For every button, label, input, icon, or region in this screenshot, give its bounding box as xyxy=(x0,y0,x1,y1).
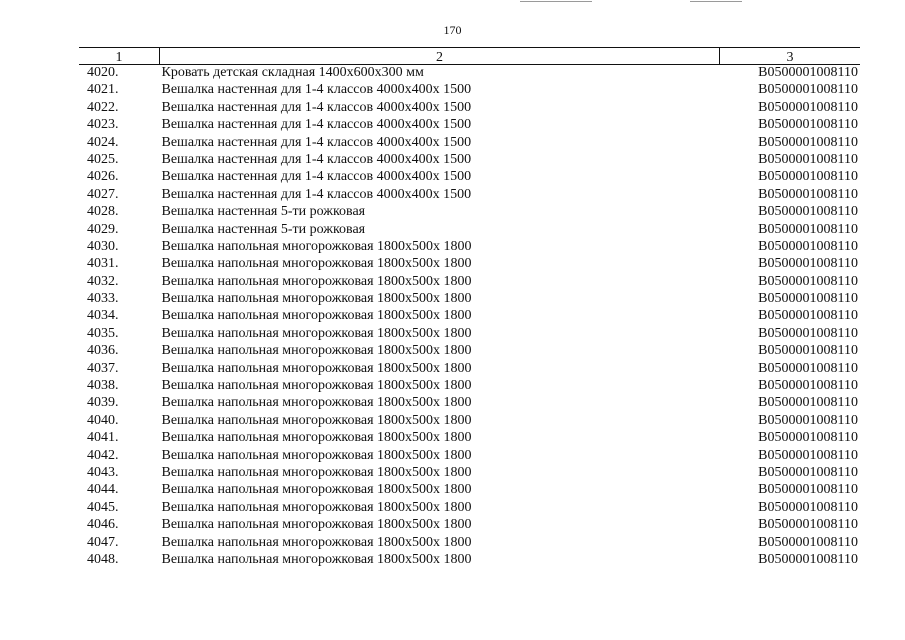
item-code: В0500001008110 xyxy=(758,499,858,515)
row-number: 4022. xyxy=(87,99,119,115)
item-code: В0500001008110 xyxy=(758,238,858,254)
table-row xyxy=(79,395,860,412)
row-number: 4030. xyxy=(87,238,119,254)
item-name: Вешалка напольная многорожковая 1800х500х 1800 xyxy=(161,395,472,411)
table-row xyxy=(79,169,860,186)
item-code: В0500001008110 xyxy=(758,117,858,133)
table-row xyxy=(79,500,860,517)
table-row xyxy=(79,291,860,308)
item-code: В0500001008110 xyxy=(758,186,858,202)
row-number: 4038. xyxy=(87,378,119,394)
row-number: 4045. xyxy=(87,499,119,515)
item-name: Вешалка настенная для 1-4 классов 4000х400х 1500 xyxy=(161,186,472,202)
item-code: В0500001008110 xyxy=(758,204,858,220)
page-number: 170 xyxy=(443,23,462,37)
table-row xyxy=(79,135,860,152)
item-name: Вешалка настенная для 1-4 классов 4000х400х 1500 xyxy=(161,169,472,185)
row-number: 4046. xyxy=(87,517,119,533)
row-number: 4034. xyxy=(87,308,119,324)
item-code: В0500001008110 xyxy=(758,273,858,289)
table-row xyxy=(79,413,860,430)
item-name: Вешалка напольная многорожковая 1800х500х 1800 xyxy=(161,325,472,341)
item-name: Вешалка напольная многорожковая 1800х500х 1800 xyxy=(161,343,472,359)
row-number: 4029. xyxy=(87,221,119,237)
item-name: Вешалка напольная многорожковая 1800х500х 1800 xyxy=(161,360,472,376)
item-code: В0500001008110 xyxy=(758,65,858,80)
table-row xyxy=(79,430,860,447)
row-number: 4041. xyxy=(87,430,119,446)
item-name: Вешалка настенная для 1-4 классов 4000х400х 1500 xyxy=(161,99,472,115)
item-code: В0500001008110 xyxy=(758,151,858,167)
row-number: 4032. xyxy=(87,273,119,289)
row-number: 4040. xyxy=(87,412,119,428)
item-code: В0500001008110 xyxy=(758,169,858,185)
item-name: Вешалка настенная для 1-4 классов 4000х400х 1500 xyxy=(161,151,472,167)
table-row xyxy=(79,465,860,482)
table-row xyxy=(79,535,860,552)
item-name: Вешалка настенная для 1-4 классов 4000х400х 1500 xyxy=(161,134,472,150)
row-number: 4048. xyxy=(87,551,119,567)
table-row xyxy=(79,256,860,273)
table-row xyxy=(79,326,860,343)
table-row xyxy=(79,552,860,569)
row-number: 4033. xyxy=(87,291,119,307)
item-name: Вешалка напольная многорожковая 1800х500х 1800 xyxy=(161,256,472,272)
table-row xyxy=(79,343,860,360)
table-header-row xyxy=(79,48,860,65)
item-name: Вешалка напольная многорожковая 1800х500х 1800 xyxy=(161,482,472,498)
item-name: Вешалка напольная многорожковая 1800х500х 1800 xyxy=(161,447,472,463)
table-row xyxy=(79,378,860,395)
item-name: Вешалка напольная многорожковая 1800х500х 1800 xyxy=(161,551,472,567)
item-name: Вешалка настенная 5-ти рожковая xyxy=(161,204,366,220)
item-name: Вешалка напольная многорожковая 1800х500х 1800 xyxy=(161,378,472,394)
item-name: Вешалка напольная многорожковая 1800х500х 1800 xyxy=(161,430,472,446)
item-code: В0500001008110 xyxy=(758,291,858,307)
row-number: 4043. xyxy=(87,464,119,480)
item-code: В0500001008110 xyxy=(758,464,858,480)
item-name: Вешалка настенная для 1-4 классов 4000х400х 1500 xyxy=(161,117,472,133)
column-header-2: 2 xyxy=(160,48,720,65)
table-body xyxy=(79,65,860,570)
row-number: 4037. xyxy=(87,360,119,376)
item-code: В0500001008110 xyxy=(758,99,858,115)
scan-artifact-line xyxy=(690,1,742,2)
row-number: 4035. xyxy=(87,325,119,341)
item-code: В0500001008110 xyxy=(758,82,858,98)
table-row xyxy=(79,517,860,534)
item-name: Вешалка напольная многорожковая 1800х500х 1800 xyxy=(161,464,472,480)
item-name: Вешалка напольная многорожковая 1800х500х 1800 xyxy=(161,499,472,515)
table-row xyxy=(79,222,860,239)
column-header-3: 3 xyxy=(720,48,861,65)
item-name: Вешалка напольная многорожковая 1800х500х 1800 xyxy=(161,517,472,533)
row-number: 4031. xyxy=(87,256,119,272)
row-number: 4039. xyxy=(87,395,119,411)
item-code: В0500001008110 xyxy=(758,256,858,272)
item-code: В0500001008110 xyxy=(758,360,858,376)
item-code: В0500001008110 xyxy=(758,430,858,446)
item-code: В0500001008110 xyxy=(758,395,858,411)
table-row xyxy=(79,65,860,83)
item-name: Вешалка напольная многорожковая 1800х500х 1800 xyxy=(161,291,472,307)
table-row xyxy=(79,117,860,134)
item-name: Вешалка напольная многорожковая 1800х500х 1800 xyxy=(161,308,472,324)
item-code: В0500001008110 xyxy=(758,378,858,394)
row-number: 4026. xyxy=(87,169,119,185)
row-number: 4023. xyxy=(87,117,119,133)
item-name: Вешалка настенная для 1-4 классов 4000х400х 1500 xyxy=(161,82,472,98)
item-code: В0500001008110 xyxy=(758,308,858,324)
table-row xyxy=(79,482,860,499)
table-row xyxy=(79,152,860,169)
table-row xyxy=(79,100,860,117)
item-name: Вешалка напольная многорожковая 1800х500х 1800 xyxy=(161,273,472,289)
item-code: В0500001008110 xyxy=(758,412,858,428)
item-code: В0500001008110 xyxy=(758,134,858,150)
item-code: В0500001008110 xyxy=(758,325,858,341)
row-number: 4047. xyxy=(87,534,119,550)
item-name: Вешалка напольная многорожковая 1800х500х 1800 xyxy=(161,238,472,254)
item-name: Вешалка напольная многорожковая 1800х500х 1800 xyxy=(161,412,472,428)
table-row xyxy=(79,448,860,465)
row-number: 4036. xyxy=(87,343,119,359)
table-row xyxy=(79,187,860,204)
row-number: 4024. xyxy=(87,134,119,150)
data-table xyxy=(79,47,860,569)
row-number: 4025. xyxy=(87,151,119,167)
item-name: Кровать детская складная 1400х600х300 мм xyxy=(161,65,424,80)
item-code: В0500001008110 xyxy=(758,551,858,567)
table-row xyxy=(79,82,860,99)
item-name: Вешалка напольная многорожковая 1800х500х 1800 xyxy=(161,534,472,550)
table-row xyxy=(79,204,860,221)
table-row xyxy=(79,239,860,256)
row-number: 4044. xyxy=(87,482,119,498)
row-number: 4028. xyxy=(87,204,119,220)
item-code: В0500001008110 xyxy=(758,447,858,463)
table-row xyxy=(79,361,860,378)
table-row xyxy=(79,308,860,325)
item-code: В0500001008110 xyxy=(758,482,858,498)
item-code: В0500001008110 xyxy=(758,534,858,550)
item-name: Вешалка настенная 5-ти рожковая xyxy=(161,221,366,237)
row-number: 4027. xyxy=(87,186,119,202)
row-number: 4020. xyxy=(87,65,119,80)
row-number: 4021. xyxy=(87,82,119,98)
row-number: 4042. xyxy=(87,447,119,463)
item-code: В0500001008110 xyxy=(758,343,858,359)
column-header-1: 1 xyxy=(79,48,160,65)
scan-artifact-line xyxy=(520,1,592,2)
table-row xyxy=(79,274,860,291)
item-code: В0500001008110 xyxy=(758,221,858,237)
item-code: В0500001008110 xyxy=(758,517,858,533)
